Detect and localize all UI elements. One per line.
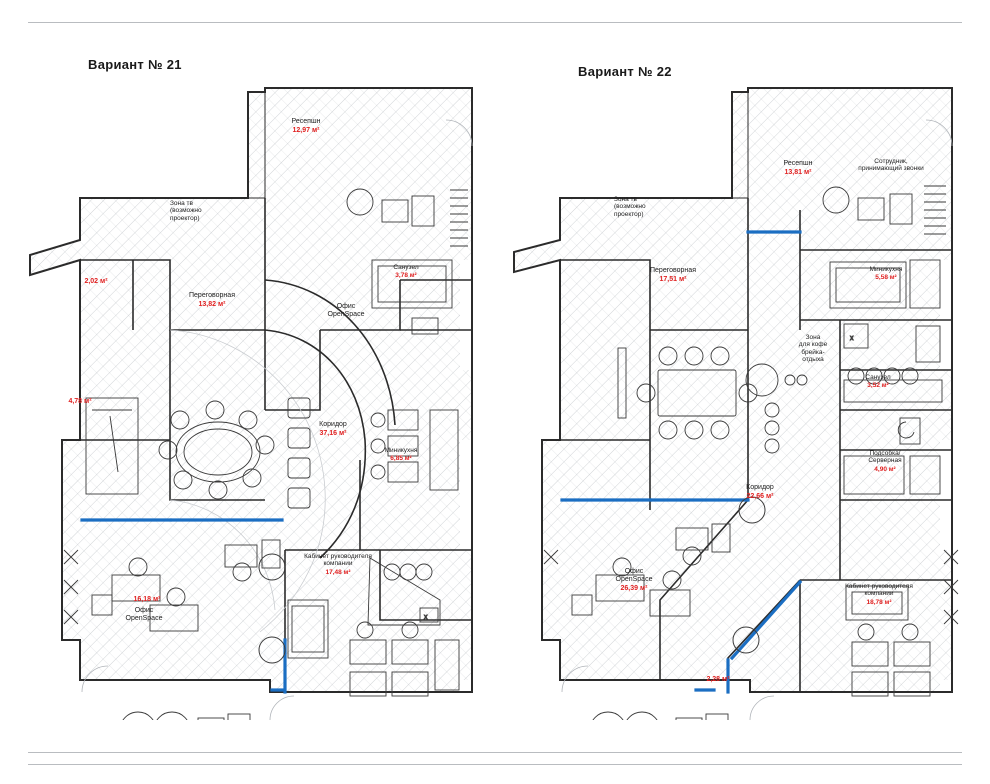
room-area: 4,78 м²: [68, 398, 92, 405]
room-area: 26,39 м²: [620, 585, 648, 593]
room-area: 17,48 м²: [325, 568, 351, 576]
room-area: 17,51 м²: [659, 276, 687, 284]
room-name: Офис OpenSpace: [125, 607, 163, 623]
floorplan-variant-21: [20, 80, 490, 720]
variant-22-title: Вариант № 22: [578, 64, 672, 79]
room-area: 5,58 м²: [875, 274, 897, 282]
room-area: 16,18 м²: [133, 596, 161, 603]
room-name: Офис OpenSpace: [327, 303, 365, 319]
room-name: Кабинет руководителя компании: [845, 583, 913, 598]
room-name: Коридор: [746, 484, 774, 491]
svg-text:x: x: [850, 335, 854, 342]
sheet-bottom-rule: [28, 752, 962, 753]
room-area: 13,81 м²: [784, 169, 812, 177]
room-area: 3,52 м²: [867, 382, 889, 390]
room-name: Зона для кофе брейка- отдыха: [798, 334, 828, 364]
variant-21-title: Вариант № 21: [88, 57, 182, 72]
svg-text:x: x: [424, 614, 428, 621]
room-area: 12,97 м²: [292, 127, 320, 135]
room-name: Санузел: [393, 264, 419, 271]
room-name: Санузел: [865, 374, 891, 381]
room-area: 6,85 м²: [390, 455, 412, 463]
room-name: Ресепшн: [291, 118, 321, 125]
room-area: 37,16 м²: [319, 430, 347, 438]
room-name: Ресепшн: [783, 160, 813, 167]
room-name: Зона тв (возможно проектор): [614, 196, 646, 218]
room-name: Кабинет руководителя компании: [304, 553, 372, 568]
room-name: Переговорная: [650, 267, 696, 274]
room-name: Миникухня: [869, 266, 903, 273]
sheet-top-rule: [28, 22, 962, 23]
room-area: 22,66 м²: [746, 493, 774, 501]
room-area: 2,28 м²: [706, 676, 730, 683]
room-name: Миникухня: [384, 447, 418, 454]
room-name: Сотрудник, принимающий звонки: [858, 158, 924, 173]
room-area: 18,78 м²: [866, 598, 892, 606]
room-area: 13,82 м²: [198, 301, 226, 309]
room-name: Офис OpenSpace: [615, 568, 653, 584]
room-area: 2,02 м²: [84, 278, 108, 285]
room-name: Переговорная: [189, 292, 235, 299]
room-name: Зона тв (возможно проектор): [170, 200, 202, 222]
room-area: 3,78 м²: [395, 272, 417, 280]
room-area: 4,90 м²: [874, 465, 896, 473]
room-name: Подсобка/ Серверная: [868, 450, 902, 465]
sheet-bottom-rule-2: [28, 764, 962, 765]
room-name: Коридор: [319, 421, 347, 428]
floorplan-variant-22: [500, 80, 970, 720]
